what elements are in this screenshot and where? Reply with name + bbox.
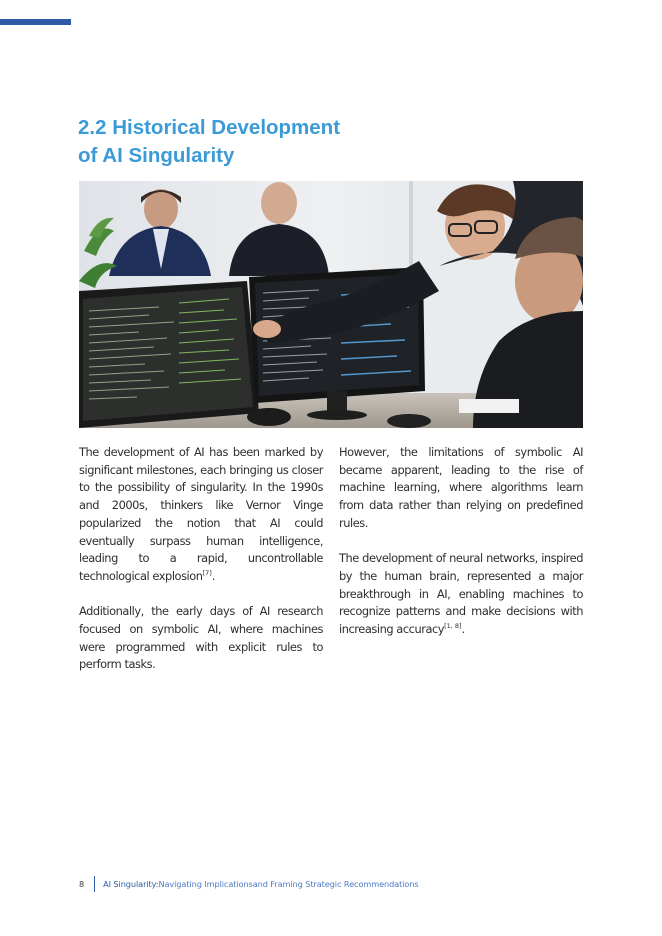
footer-divider <box>94 876 95 892</box>
citation-ref: [1, 8] <box>444 622 462 631</box>
left-paragraph-2: Additionally, the early days of AI research focused on symbolic AI, where machines were programmed with explicit rules to perform tasks. <box>79 604 323 672</box>
top-accent-bar <box>0 19 71 25</box>
section-heading-line2: of AI Singularity <box>78 144 235 167</box>
citation-ref: [7] <box>202 568 212 577</box>
right-paragraph-1: However, the limitations of symbolic AI became apparent, leading to the rise of machine learning, where algorithms learn from data rather than relying on predefined rules. <box>339 445 583 530</box>
left-paragraph-1: The development of AI has been marked by significant milestones, each bringing us closer to the possibility of singularity. In the 1990s and 2000s, thinkers like Vernor Vinge popularized the notion that AI could eventually surpass human intelligence, leading to a rapid, uncontrollable technological explosion[7]. <box>79 445 323 583</box>
footer-doc-title: AI Singularity: <box>103 879 159 889</box>
right-paragraph-2: The development of neural networks, inspired by the human brain, represented a major breakthrough in AI, enabling machines to recognize patterns and make decisions with increasing accuracy[1, 8]. <box>339 551 583 637</box>
right-paragraph-2-text: The development of neural networks, inspired by the human brain, represented a major breakthrough in AI, enabling machines to recognize patterns and make decisions with increasing accuracy <box>339 551 583 637</box>
left-paragraph-1-text: The development of AI has been marked by significant milestones, each bringing us closer to the possibility of singularity. In the 1990s and 2000s, thinkers like Vernor Vinge popularized the notion that AI could eventually surpass human intelligence, leading to a rapid, uncontrollable technological explosion <box>79 445 323 583</box>
right-column <box>339 444 583 639</box>
left-column <box>79 444 323 674</box>
footer-doc-subtitle: Navigating Implicationsand Framing Strategic Recommendations <box>158 879 419 889</box>
developers-photo <box>79 181 583 428</box>
section-heading <box>78 114 408 170</box>
page-number: 8 <box>79 879 85 889</box>
page-footer <box>79 876 419 892</box>
section-heading-line1: 2.2 Historical Development <box>78 116 341 139</box>
